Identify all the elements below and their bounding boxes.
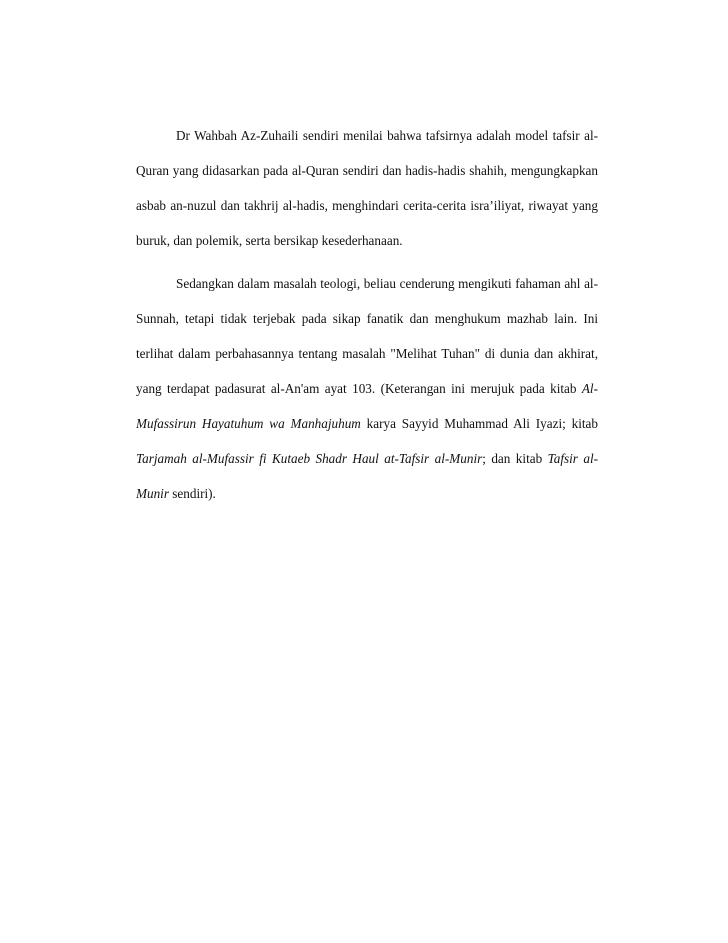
- paragraph-2-run-3: ; dan kitab: [482, 451, 548, 466]
- paragraph-2-text: [136, 266, 598, 511]
- paragraph-2-run-2: karya Sayyid Muhammad Ali Iyazi; kitab: [360, 416, 598, 431]
- book-title-tarjamah: Tarjamah al-Mufassir fi Kutaeb Shadr Haul at-Tafsir al-Munir: [136, 451, 483, 466]
- paragraph-2-run-1: Sedangkan dalam masalah teologi, beliau cenderung mengikuti fahaman ahl al-Sunnah, tetapi tidak terjebak pada sikap fanatik dan menghukum mazhab lain. Ini terlihat dalam perbahasannya tentang masalah "Melihat Tuhan" di dunia dan akhirat, yang terdapat padasurat al-An'am ayat 103. (Keterangan ini merujuk pada kitab: [136, 276, 598, 396]
- paragraph-2-run-4: sendiri).: [168, 486, 216, 501]
- book-title-al-mufassirun: Al-Mufassirun Hayatuhum wa Manhajuhum: [136, 381, 598, 431]
- paragraph-2: [136, 266, 598, 511]
- paragraph-1-text: Dr Wahbah Az-Zuhaili sendiri menilai bahwa tafsirnya adalah model tafsir al-Quran yang didasarkan pada al-Quran sendiri dan hadis-hadis shahih, mengungkapkan asbab an-nuzul dan takhrij al-hadis, menghindari cerita-cerita isra’iliyat, riwayat yang buruk, dan polemik, serta bersikap kesederhanaan.: [136, 128, 598, 248]
- paragraph-1: [136, 118, 598, 258]
- book-title-tafsir-al-munir: Tafsir al-Munir: [136, 451, 598, 501]
